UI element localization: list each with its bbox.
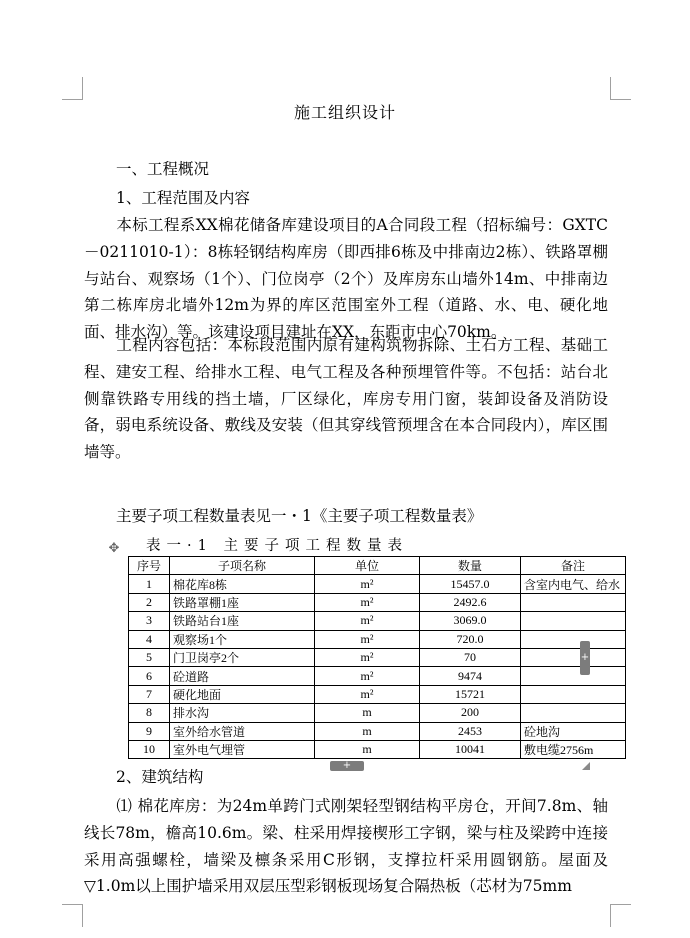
cell-name: 铁路站台1座 [170,612,315,630]
cell-name: 室外给水管道 [170,722,315,740]
cell-unit: m² [315,593,420,611]
quantity-table [128,556,626,759]
subsection-heading-structure: 2、建筑结构 [116,768,204,786]
section-heading: 一、工程概况 [116,160,210,178]
table-row [129,593,626,611]
crop-mark-bottom-right [610,904,631,927]
cell-no: 6 [129,667,170,685]
cell-unit: m [315,740,420,758]
table-row [129,612,626,630]
cell-unit: m² [315,685,420,703]
cell-name: 室外电气埋管 [170,740,315,758]
cell-name: 硬化地面 [170,685,315,703]
cell-quantity: 15457.0 [420,575,521,593]
cell-name: 排水沟 [170,704,315,722]
crop-mark-top-left [62,77,83,100]
cell-note: 砼地沟 [521,722,626,740]
cell-quantity: 15721 [420,685,521,703]
cell-quantity: 200 [420,704,521,722]
table-row [129,685,626,703]
cell-quantity: 70 [420,648,521,666]
cell-unit: m² [315,648,420,666]
paragraph-scope-text: 本标工程系XX棉花储备库建设项目的A合同段工程（招标编号：GXTC－0211010-1）：8栋轻钢结构库房（即西排6栋及中排南边2栋）、铁路罩棚与站台、观察场（1个）、门位岗亭（2个）及库房东山墙外14m、中排南边第二栋库房北墙外12m为界的库区范围室外工程（道路、水、电、硬化地面、排水沟）等。该建设项目建址在XX，东距市中心70km。 [84,216,608,342]
cell-name: 砼道路 [170,667,315,685]
cell-quantity: 9474 [420,667,521,685]
cell-note [521,667,626,685]
cell-quantity: 3069.0 [420,612,521,630]
cell-no: 7 [129,685,170,703]
header-cell-note: 备注 [521,557,626,575]
cell-quantity: 10041 [420,740,521,758]
add-column-button[interactable] [580,641,590,675]
cell-unit: m² [315,667,420,685]
paragraph-structure [84,793,608,900]
table-caption: 表一·1 主要子项工程数量表 [146,538,408,554]
add-row-button[interactable] [330,761,364,771]
table-row [129,704,626,722]
table-row [129,740,626,758]
table-row [129,722,626,740]
resize-handle-icon[interactable] [582,762,590,770]
paragraph-structure-text: ⑴ 棉花库房：为24m单跨门式刚架轻型钢结构平房仓，开间7.8m、轴线长78m，檐高10.6m。梁、柱采用焊接楔形工字钢，梁与柱及梁跨中连接采用高强螺栓，墙梁及檩条采用C形钢，支撑拉杆采用圆钢筋。屋面及▽1.0m以上围护墙采用双层压型彩钢板现场复合隔热板（芯材为75mm [84,797,608,896]
cell-quantity: 720.0 [420,630,521,648]
cell-quantity: 2492.6 [420,593,521,611]
cell-name: 铁路罩棚1座 [170,593,315,611]
cell-note [521,648,626,666]
cell-note [521,704,626,722]
subsection-heading: 1、工程范围及内容 [116,189,250,207]
table-reference: 主要子项工程数量表见一・1《主要子项工程数量表》 [116,507,483,525]
cell-note: 含室内电气、给水 [521,575,626,593]
header-cell-name: 子项名称 [170,557,315,575]
cell-quantity: 2453 [420,722,521,740]
cell-note [521,612,626,630]
cell-note: 敷电缆2756m [521,740,626,758]
cell-no: 4 [129,630,170,648]
cell-no: 9 [129,722,170,740]
plus-icon: + [580,652,590,663]
cell-no: 8 [129,704,170,722]
paragraph-scope [84,212,608,346]
cell-no: 10 [129,740,170,758]
crop-mark-bottom-left [62,904,83,927]
table-row [129,667,626,685]
table-row [129,630,626,648]
cell-unit: m [315,722,420,740]
crop-mark-top-right [610,77,631,100]
cell-name: 观察场1个 [170,630,315,648]
header-cell-quantity: 数量 [420,557,521,575]
document-title: 施工组织设计 [293,103,396,122]
cell-unit: m² [315,612,420,630]
table-row [129,575,626,593]
cell-no: 3 [129,612,170,630]
header-cell-unit: 单位 [315,557,420,575]
cell-note [521,593,626,611]
cell-note [521,630,626,648]
cell-no: 1 [129,575,170,593]
cell-unit: m [315,704,420,722]
table-row [129,648,626,666]
paragraph-content [84,332,608,466]
table-header-row [129,557,626,575]
cell-name: 棉花库8栋 [170,575,315,593]
paragraph-content-text: 工程内容包括：本标段范围内原有建构筑物拆除、土石方工程、基础工程、建安工程、给排水工程、电气工程及各种预埋管件等。不包括：站台北侧靠铁路专用线的挡土墙，厂区绿化，库房专用门窗，装卸设备及消防设备，弱电系统设备、敷线及安装（但其穿线管预埋含在本合同段内），库区围墙等。 [84,336,608,462]
cell-name: 门卫岗亭2个 [170,648,315,666]
cell-no: 2 [129,593,170,611]
cell-unit: m² [315,630,420,648]
cell-note [521,685,626,703]
header-cell-no: 序号 [129,557,170,575]
move-icon[interactable]: ✥ [108,541,120,556]
plus-icon: + [342,760,352,771]
cell-no: 5 [129,648,170,666]
cell-unit: m² [315,575,420,593]
